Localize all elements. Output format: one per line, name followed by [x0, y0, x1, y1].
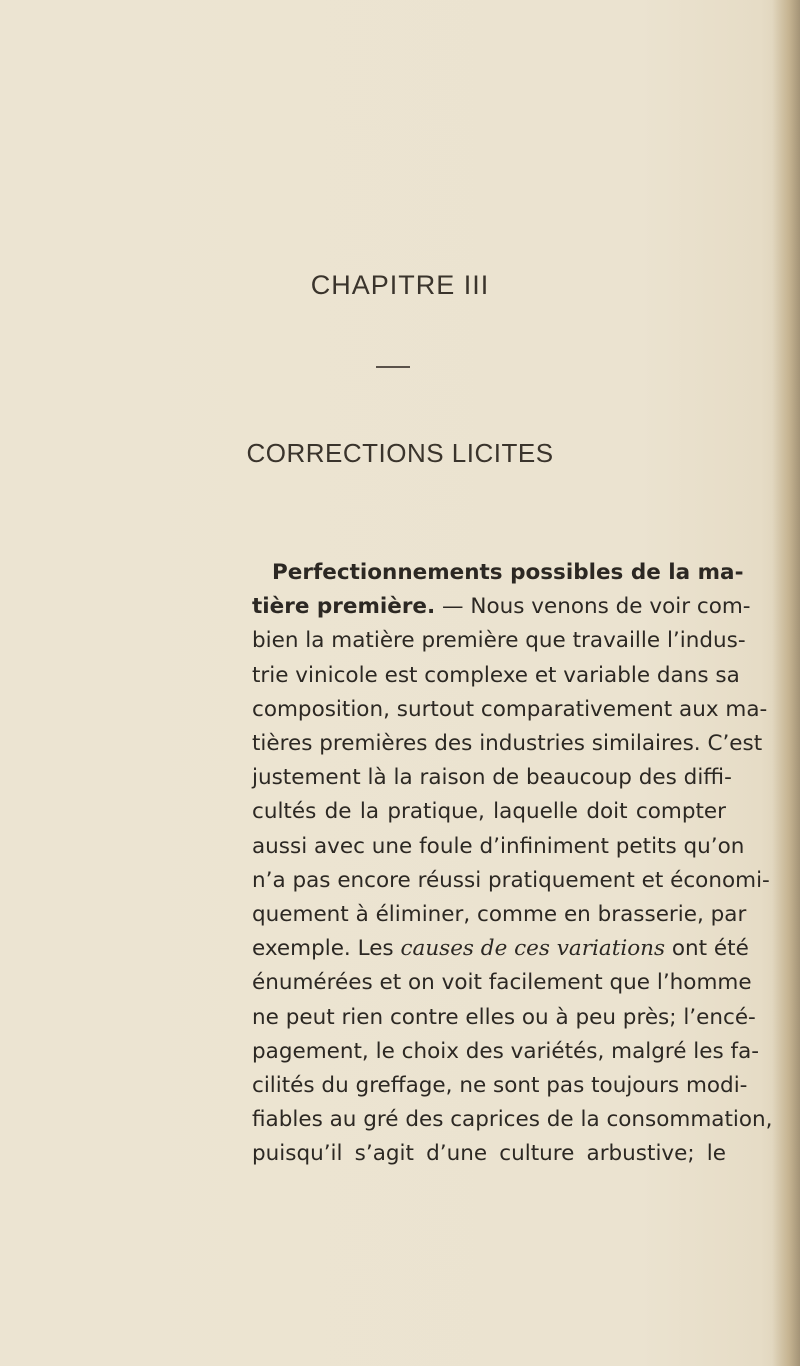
page-edge-shadow: [772, 0, 800, 1366]
text-line: aussi avec une foule d’infiniment petits qu’on: [252, 833, 745, 859]
text-line: exemple. Les causes de ces variations ont été: [252, 936, 749, 962]
text-line: fiables au gré des caprices de la consommation,: [252, 1107, 773, 1133]
body-paragraph: [252, 556, 773, 1172]
heading-rule: [376, 366, 410, 368]
text-line: cilités du greffage, ne sont pas toujours modi-: [252, 1073, 748, 1099]
text-line: n’a pas encore réussi pratiquement et économi-: [252, 867, 770, 893]
text-line: justement là la raison de beaucoup des diffi-: [252, 765, 732, 791]
section-title: CORRECTIONS LICITES: [246, 438, 554, 468]
text-line: tières premières des industries similaires. C’est: [252, 731, 763, 757]
text-line: Perfectionnements possibles de la ma-: [272, 560, 744, 585]
text-line: énumérées et on voit facilement que l’homme: [252, 970, 752, 996]
text-line: bien la matière première que travaille l’indus-: [252, 628, 746, 654]
text-line: tière première. — Nous venons de voir com-: [252, 594, 751, 620]
text-line: trie vinicole est complexe et variable dans sa: [252, 662, 740, 688]
text-line: ne peut rien contre elles ou à peu près; l’encé-: [252, 1004, 756, 1030]
text-line: cultés de la pratique, laquelle doit compter: [252, 799, 726, 825]
chapter-heading: CHAPITRE III: [310, 270, 490, 300]
italic-phrase: causes de ces variations: [400, 936, 666, 962]
text-line: pagement, le choix des variétés, malgré les fa-: [252, 1038, 760, 1064]
text-line: quement à éliminer, comme en brasserie, par: [252, 902, 747, 928]
text-line: composition, surtout comparativement aux ma-: [252, 696, 768, 722]
text-line: puisqu’il s’agit d’une culture arbustive; le: [252, 1141, 726, 1167]
